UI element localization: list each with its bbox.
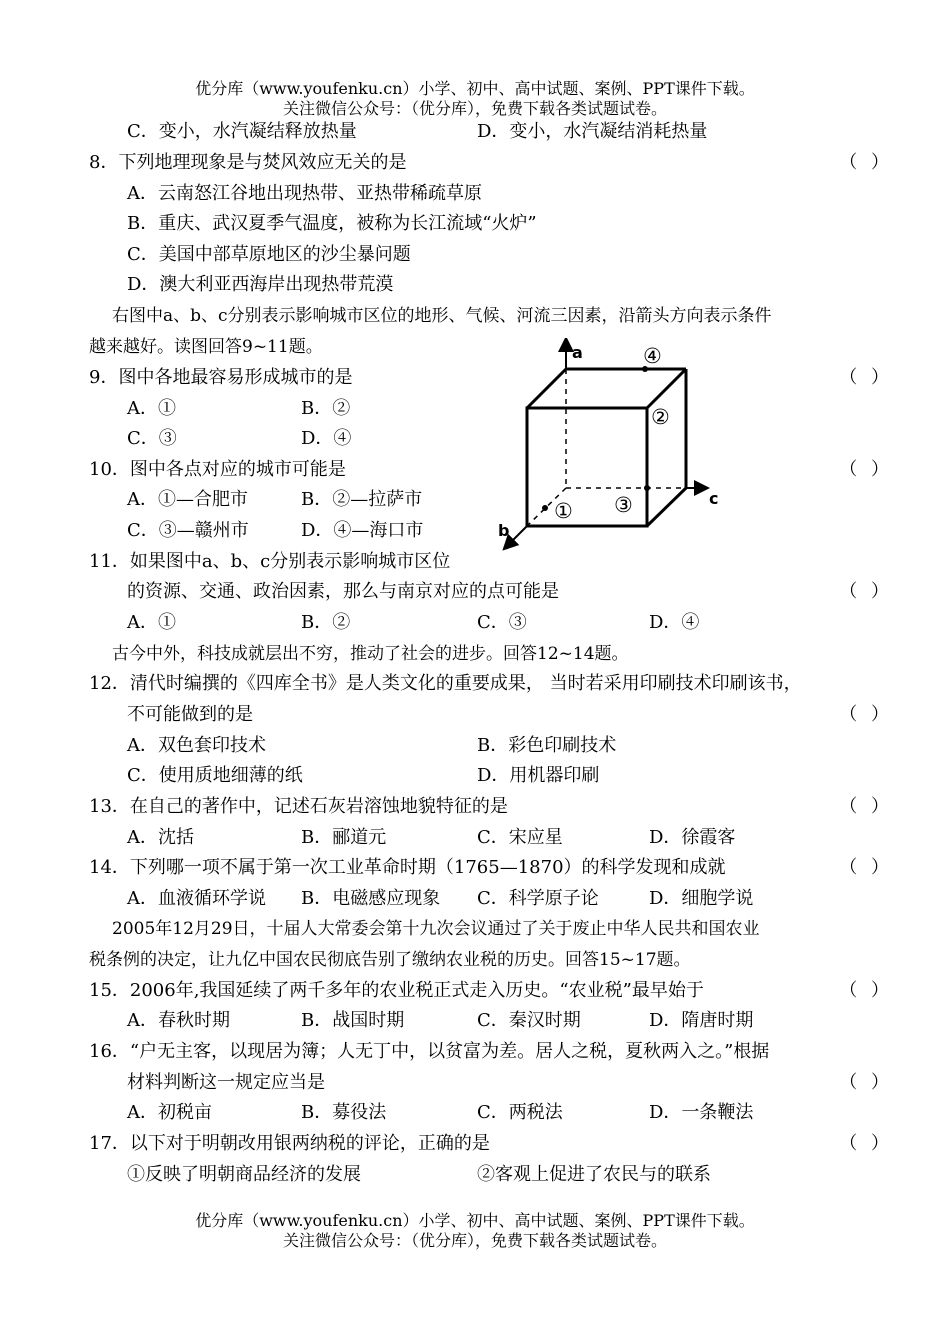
- cube-top-right-edge: [647, 369, 686, 408]
- q13-stem: 13．在自己的著作中，记述石灰岩溶蚀地貌特征的是: [89, 796, 508, 817]
- q9-stem: 9．图中各地最容易形成城市的是: [89, 367, 353, 388]
- q10-stem: 10．图中各点对应的城市可能是: [89, 459, 346, 480]
- q12-answer-paren: （ ）: [839, 704, 893, 725]
- q15-option-d: D．隋唐时期: [649, 1010, 754, 1031]
- q15-option-c: C．秦汉时期: [477, 1010, 581, 1031]
- cube-figure: [490, 338, 740, 558]
- q13-answer-paren: （ ）: [839, 796, 893, 817]
- q13-option-c: C．宋应星: [477, 827, 563, 848]
- q13-option-d: D．徐霞客: [649, 827, 736, 848]
- header-line-1: 优分库（www.youfenku.cn）小学、初中、高中试题、案例、PPT课件下载。: [195, 79, 755, 98]
- point-2-label: ②: [651, 405, 670, 429]
- q10-option-b: B．②—拉萨市: [301, 489, 423, 510]
- q12-option-d: D．用机器印刷: [477, 765, 600, 786]
- point-1-label: ①: [554, 499, 573, 523]
- footer-line-1: 优分库（www.youfenku.cn）小学、初中、高中试题、案例、PPT课件下载。: [195, 1211, 755, 1230]
- q11-stem-line-2: 的资源、交通、政治因素，那么与南京对应的点可能是: [127, 581, 559, 602]
- header-line-2: 关注微信公众号：（优分库），免费下载各类试题试卷。: [282, 99, 667, 118]
- intro-12-line: 古今中外，科技成就层出不穷，推动了社会的进步。回答12~14题。: [112, 644, 629, 664]
- q12-stem-line-2: 不可能做到的是: [127, 704, 253, 725]
- q9-option-c: C．③: [127, 428, 177, 449]
- q11-option-a: A．①: [127, 612, 176, 633]
- q14-option-a: A．血液循环学说: [127, 888, 266, 909]
- point-3-dot: [644, 485, 650, 491]
- point-4-label: ④: [643, 344, 662, 368]
- point-1-dot: [542, 505, 548, 511]
- axis-b-arrow: [508, 526, 527, 545]
- point-3-label: ③: [614, 493, 633, 517]
- q11-answer-paren: （ ）: [839, 581, 893, 602]
- q7-option-d: D．变小，水汽凝结消耗热量: [477, 121, 708, 142]
- q16-option-d: D．一条鞭法: [649, 1102, 754, 1123]
- q12-option-b: B．彩色印刷技术: [477, 735, 617, 756]
- footer-line-2: 关注微信公众号：（优分库），免费下载各类试题试卷。: [282, 1231, 667, 1250]
- q8-option-c: C．美国中部草原地区的沙尘暴问题: [127, 244, 411, 265]
- q16-stem-line-2: 材料判断这一规定应当是: [127, 1072, 325, 1093]
- q11-option-c: C．③: [477, 612, 527, 633]
- q17-stem: 17．以下对于明朝改用银两纳税的评论，正确的是: [89, 1133, 490, 1154]
- axis-b-label: b: [498, 521, 510, 540]
- q17-option-2: ②客观上促进了农民与的联系: [477, 1164, 711, 1185]
- q10-option-c: C．③—赣州市: [127, 520, 249, 541]
- q9-option-a: A．①: [127, 398, 176, 419]
- q9-option-d: D．④: [301, 428, 352, 449]
- q14-option-c: C．科学原子论: [477, 888, 599, 909]
- q8-option-a: A．云南怒江谷地出现热带、亚热带稀疏草原: [127, 183, 482, 204]
- q11-option-d: D．④: [649, 612, 700, 633]
- intro-9-line-2: 越来越好。读图回答9~11题。: [89, 337, 323, 357]
- q16-answer-paren: （ ）: [839, 1072, 893, 1093]
- q11-stem-line-1: 11．如果图中a、b、c分别表示影响城市区位: [89, 551, 451, 572]
- q14-option-d: D．细胞学说: [649, 888, 754, 909]
- cube-top-left-edge: [527, 369, 566, 408]
- q15-option-b: B．战国时期: [301, 1010, 405, 1031]
- axis-c-label: c: [709, 489, 719, 508]
- q8-answer-paren: （ ）: [839, 152, 893, 173]
- q12-option-c: C．使用质地细薄的纸: [127, 765, 303, 786]
- q10-answer-paren: （ ）: [839, 459, 893, 480]
- q16-option-c: C．两税法: [477, 1102, 563, 1123]
- q17-answer-paren: （ ）: [839, 1133, 893, 1154]
- q12-option-a: A．双色套印技术: [127, 735, 266, 756]
- q8-stem: 8．下列地理现象是与焚风效应无关的是: [89, 152, 407, 173]
- cube-bottom-right-edge: [647, 488, 686, 526]
- q8-option-d: D．澳大利亚西海岸出现热带荒漠: [127, 274, 394, 295]
- q9-answer-paren: （ ）: [839, 367, 893, 388]
- q14-stem: 14．下列哪一项不属于第一次工业革命时期（1765—1870）的科学发现和成就: [89, 857, 726, 878]
- q11-option-b: B．②: [301, 612, 351, 633]
- q13-option-a: A．沈括: [127, 827, 194, 848]
- q15-stem: 15．2006年,我国延续了两千多年的农业税正式走入历史。“农业税”最早始于: [89, 980, 704, 1001]
- q15-answer-paren: （ ）: [839, 980, 893, 1001]
- intro-15-line-1: 2005年12月29日，十届人大常委会第十九次会议通过了关于废止中华人民共和国农业: [112, 919, 760, 939]
- q10-option-d: D．④—海口市: [301, 520, 424, 541]
- q9-option-b: B．②: [301, 398, 351, 419]
- axis-a-label: a: [572, 343, 583, 362]
- q14-answer-paren: （ ）: [839, 857, 893, 878]
- q8-option-b: B．重庆、武汉夏季气温度，被称为长江流域“火炉”: [127, 213, 537, 234]
- q15-option-a: A．春秋时期: [127, 1010, 230, 1031]
- q16-stem-line-1: 16．“户无主客，以现居为簿；人无丁中，以贫富为差。居人之税，夏秋两入之。”根据: [89, 1041, 770, 1062]
- q16-option-b: B．募役法: [301, 1102, 387, 1123]
- q13-option-b: B．郦道元: [301, 827, 387, 848]
- q17-option-1: ①反映了明朝商品经济的发展: [127, 1164, 361, 1185]
- q16-option-a: A．初税亩: [127, 1102, 212, 1123]
- intro-15-line-2: 税条例的决定，让九亿中国农民彻底告别了缴纳农业税的历史。回答15~17题。: [89, 950, 691, 970]
- q14-option-b: B．电磁感应现象: [301, 888, 441, 909]
- q7-option-c: C．变小，水汽凝结释放热量: [127, 121, 357, 142]
- q10-option-a: A．①—合肥市: [127, 489, 248, 510]
- q12-stem-line-1: 12．清代时编撰的《四库全书》是人类文化的重要成果， 当时若采用印刷技术印刷该书，: [89, 673, 802, 694]
- intro-9-line-1: 右图中a、b、c分别表示影响城市区位的地形、气候、河流三因素，沿箭头方向表示条件: [112, 306, 772, 326]
